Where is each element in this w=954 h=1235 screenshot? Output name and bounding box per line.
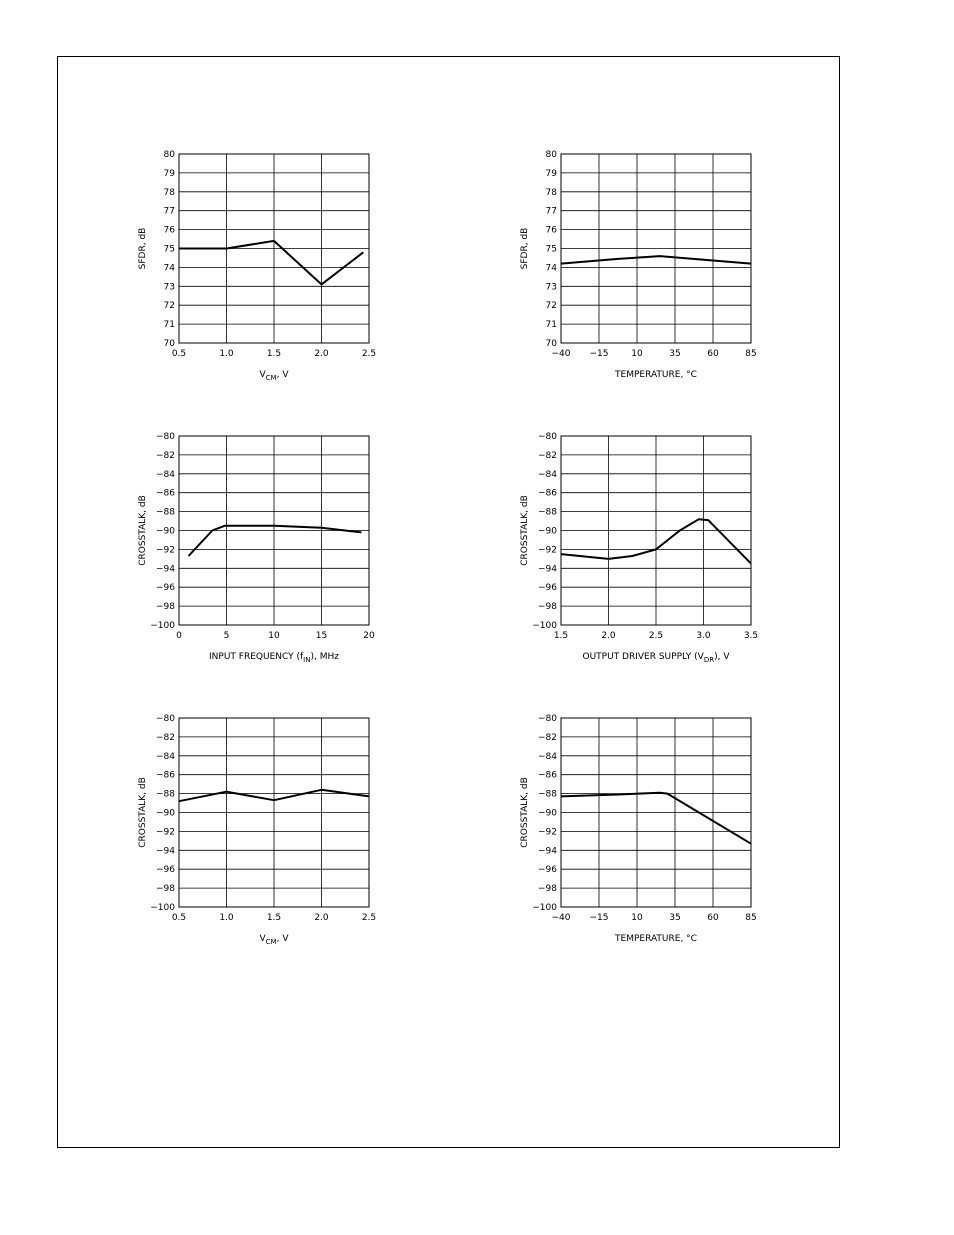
x-tick-label: 85	[745, 913, 757, 923]
y-tick-label: 78	[163, 187, 175, 198]
y-tick-label: 77	[163, 206, 175, 217]
chart-crosstalk-vs-vcm	[130, 704, 390, 959]
y-tick-label: 77	[545, 206, 557, 217]
y-tick-label: 79	[163, 168, 175, 179]
x-axis-label-tail: , V	[276, 370, 289, 380]
x-tick-label: 10	[631, 349, 643, 359]
y-tick-label: −92	[156, 827, 175, 838]
y-tick-label: −100	[150, 903, 175, 913]
y-tick-label: 72	[163, 301, 175, 312]
x-tick-label: 2.5	[361, 349, 377, 359]
y-tick-label: −84	[156, 469, 175, 480]
y-tick-label: −98	[538, 884, 557, 895]
x-axis-label-main: V	[259, 934, 266, 944]
y-tick-label: −80	[538, 714, 557, 724]
x-tick-label: 15	[315, 631, 328, 641]
y-tick-label: −100	[532, 621, 557, 631]
y-tick-label: −96	[538, 583, 557, 594]
y-tick-label: −80	[538, 432, 557, 442]
x-tick-label: 5	[223, 631, 230, 641]
y-tick-label: −96	[538, 865, 557, 876]
series-line	[179, 241, 363, 285]
y-tick-label: −90	[156, 526, 175, 537]
y-tick-label: −82	[538, 732, 557, 743]
y-tick-label: 70	[163, 339, 175, 349]
chart-crosstalk-vs-temperature	[512, 704, 772, 959]
y-tick-label: −90	[156, 808, 175, 819]
y-tick-label: −94	[156, 564, 175, 575]
y-tick-label: 79	[545, 168, 557, 179]
y-tick-label: 75	[545, 244, 557, 255]
y-tick-label: −92	[538, 827, 557, 838]
chart-crosstalk-vs-input-frequency	[130, 422, 390, 677]
y-tick-label: 74	[545, 263, 557, 274]
x-tick-label: 2.0	[601, 631, 616, 641]
y-axis-label: SFDR, dB	[138, 227, 148, 270]
y-tick-label: −88	[538, 789, 557, 800]
x-axis-label-tail: , V	[276, 934, 289, 944]
x-tick-label: 1.5	[553, 631, 569, 641]
y-axis-label: CROSSTALK, dB	[520, 777, 530, 848]
x-tick-label: 2.0	[314, 349, 329, 359]
x-tick-label: −15	[589, 913, 609, 923]
x-tick-label: 2.5	[361, 913, 377, 923]
y-tick-label: −100	[150, 621, 175, 631]
y-axis-label: CROSSTALK, dB	[520, 495, 530, 566]
y-tick-label: −100	[532, 903, 557, 913]
x-axis-label-main: OUTPUT DRIVER SUPPLY (V	[582, 652, 704, 662]
y-axis-label: CROSSTALK, dB	[138, 777, 148, 848]
x-axis-label	[260, 934, 290, 946]
x-axis-label-tail: ), MHz	[310, 652, 339, 662]
y-tick-label: −86	[538, 770, 557, 781]
x-axis-label	[614, 370, 697, 380]
y-tick-label: −82	[538, 450, 557, 461]
y-tick-label: −84	[538, 469, 557, 480]
y-tick-label: 78	[545, 187, 557, 198]
x-axis-label-main: TEMPERATURE, °C	[615, 934, 697, 944]
y-tick-label: 71	[545, 320, 557, 331]
x-tick-label: 3.5	[743, 631, 759, 641]
y-tick-label: 80	[545, 150, 557, 160]
y-tick-label: −80	[156, 714, 175, 724]
x-tick-label: 60	[707, 349, 719, 359]
y-tick-label: 70	[545, 339, 557, 349]
y-tick-label: −82	[156, 450, 175, 461]
y-tick-label: 76	[163, 225, 175, 236]
y-tick-label: −84	[538, 751, 557, 762]
y-tick-label: −94	[156, 846, 175, 857]
chart-sfdr-vs-vcm	[130, 140, 390, 395]
y-tick-label: −98	[156, 602, 175, 613]
x-tick-label: −15	[589, 349, 609, 359]
x-tick-label: 2.5	[648, 631, 664, 641]
y-tick-label: 73	[163, 282, 175, 293]
x-tick-label: 2.0	[314, 913, 329, 923]
y-tick-label: −88	[156, 789, 175, 800]
y-tick-label: −94	[538, 846, 557, 857]
x-tick-label: 1.0	[219, 349, 234, 359]
y-tick-label: 73	[545, 282, 557, 293]
y-tick-label: −90	[538, 526, 557, 537]
x-tick-label: 0.5	[171, 913, 187, 923]
y-tick-label: −94	[538, 564, 557, 575]
x-axis-label	[583, 652, 731, 664]
series-line	[561, 793, 751, 844]
x-tick-label: −40	[551, 913, 571, 923]
x-axis-label-main: V	[259, 370, 266, 380]
y-axis-label: SFDR, dB	[520, 227, 530, 270]
y-tick-label: −82	[156, 732, 175, 743]
y-tick-label: −86	[538, 488, 557, 499]
chart-sfdr-vs-temperature	[512, 140, 772, 395]
x-tick-label: 3.0	[696, 631, 711, 641]
y-tick-label: 72	[545, 301, 557, 312]
y-tick-label: −80	[156, 432, 175, 442]
x-axis-label-subscript: IN	[303, 656, 311, 664]
y-tick-label: 71	[163, 320, 175, 331]
x-tick-label: 35	[669, 913, 681, 923]
x-axis-label-subscript: CM	[265, 374, 277, 382]
x-tick-label: 1.0	[219, 913, 234, 923]
x-axis-label	[209, 652, 339, 664]
x-axis-label-main: TEMPERATURE, °C	[615, 370, 697, 380]
x-tick-label: 10	[631, 913, 643, 923]
y-tick-label: −86	[156, 488, 175, 499]
x-axis-label-subscript: DR	[703, 656, 715, 664]
x-tick-label: 1.5	[266, 349, 282, 359]
x-axis-label-main: INPUT FREQUENCY (f	[209, 652, 304, 662]
y-tick-label: −88	[538, 507, 557, 518]
x-tick-label: 0.5	[171, 349, 187, 359]
y-tick-label: −96	[156, 583, 175, 594]
x-tick-label: 85	[745, 349, 757, 359]
x-axis-label	[260, 370, 290, 382]
x-tick-label: 0	[176, 631, 182, 641]
chart-crosstalk-vs-output-driver-supply	[512, 422, 772, 677]
y-tick-label: 74	[163, 263, 175, 274]
y-tick-label: 75	[163, 244, 175, 255]
y-tick-label: −92	[156, 545, 175, 556]
y-tick-label: −88	[156, 507, 175, 518]
x-tick-label: 35	[669, 349, 681, 359]
x-axis-label-subscript: CM	[265, 938, 277, 946]
x-axis-label	[614, 934, 697, 944]
y-tick-label: −98	[156, 884, 175, 895]
x-tick-label: −40	[551, 349, 571, 359]
y-tick-label: 76	[545, 225, 557, 236]
series-line	[561, 256, 751, 264]
x-tick-label: 1.5	[266, 913, 282, 923]
y-axis-label: CROSSTALK, dB	[138, 495, 148, 566]
x-tick-label: 10	[268, 631, 280, 641]
y-tick-label: −98	[538, 602, 557, 613]
y-tick-label: −86	[156, 770, 175, 781]
x-axis-label-tail: ), V	[714, 652, 730, 662]
x-tick-label: 60	[707, 913, 719, 923]
x-tick-label: 20	[363, 631, 375, 641]
y-tick-label: −90	[538, 808, 557, 819]
y-tick-label: 80	[163, 150, 175, 160]
y-tick-label: −84	[156, 751, 175, 762]
y-tick-label: −96	[156, 865, 175, 876]
y-tick-label: −92	[538, 545, 557, 556]
